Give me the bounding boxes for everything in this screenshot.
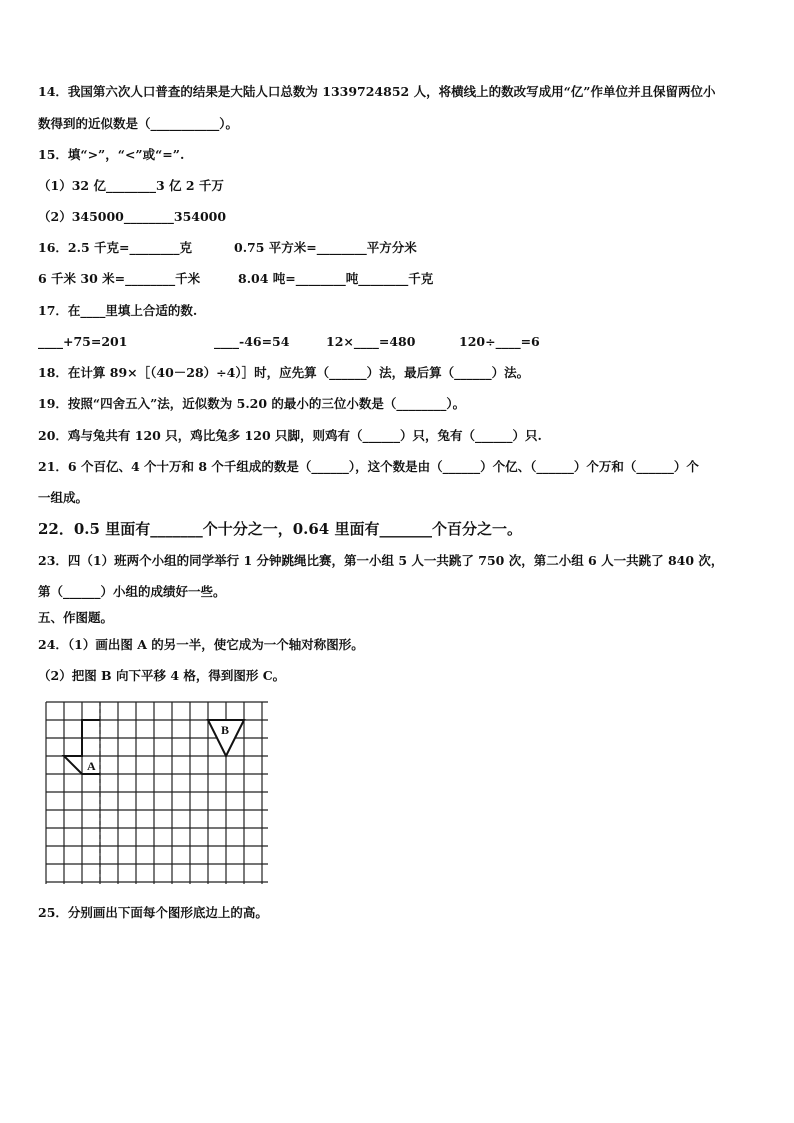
q23-line1: 23．四（1）班两个小组的同学举行 1 分钟跳绳比赛，第一小组 5 人一共跳了 750 次，第二小组 6 人一共跳了 840 次， bbox=[38, 553, 724, 568]
q24-part2: （2）把图 B 向下平移 4 格，得到图形 C。 bbox=[38, 668, 286, 683]
q17-stem: 17．在____里填上合适的数. bbox=[38, 303, 198, 318]
question-19: 19．按照“四舍五入”法，近似数为 5.20 的最小的三位小数是（________）。 bbox=[38, 396, 466, 411]
q24-part1: 24．（1）画出图 A 的另一半，使它成为一个轴对称图形。 bbox=[38, 637, 364, 652]
q21-line2: 一组成。 bbox=[38, 490, 89, 505]
drawing-grid bbox=[44, 700, 270, 886]
q16-d: 8.04 吨=________吨________千克 bbox=[238, 271, 434, 286]
question-25: 25．分别画出下面每个图形底边上的高。 bbox=[38, 905, 268, 920]
q15-part1: （1）32 亿________3 亿 2 千万 bbox=[38, 178, 224, 193]
question-20: 20．鸡与兔共有 120 只，鸡比兔多 120 只脚，则鸡有（______）只，兔有（______）只. bbox=[38, 428, 542, 443]
q21-line1: 21．6 个百亿、4 个十万和 8 个千组成的数是（______），这个数是由（______）个亿、（______）个万和（______）个 bbox=[38, 459, 699, 474]
q17-d: 120÷____=6 bbox=[459, 334, 540, 349]
q17-a: ____+75=201 bbox=[38, 334, 128, 349]
q16-c: 6 千米 30 米=________千米 bbox=[38, 271, 201, 286]
question-22: 22．0.5 里面有_______个十分之一，0.64 里面有_______个百分之一。 bbox=[38, 520, 522, 538]
q23-line2: 第（______）小组的成绩好一些。 bbox=[38, 584, 226, 599]
q15-stem: 15．填“>”，“<”或“=”. bbox=[38, 147, 185, 162]
q17-c: 12×____=480 bbox=[326, 334, 416, 349]
q15-part2: （2）345000________354000 bbox=[38, 209, 227, 224]
q16-b: 0.75 平方米=________平方分米 bbox=[234, 240, 417, 255]
section-5-heading: 五、作图题。 bbox=[38, 610, 114, 625]
figure-b-label: B bbox=[221, 723, 230, 737]
q14-line2: 数得到的近似数是（___________）。 bbox=[38, 116, 239, 131]
q16-a: 16．2.5 千克=________克 bbox=[38, 240, 192, 255]
question-18: 18．在计算 89×［（40－28）÷4）］时，应先算（______）法，最后算（______）法。 bbox=[38, 365, 530, 380]
q17-b: ____-46=54 bbox=[214, 334, 290, 349]
q14-line1: 14．我国第六次人口普查的结果是大陆人口总数为 1339724852 人，将横线上的数改写成用“亿”作单位并且保留两位小 bbox=[38, 84, 716, 99]
figure-a-label: A bbox=[87, 759, 96, 773]
